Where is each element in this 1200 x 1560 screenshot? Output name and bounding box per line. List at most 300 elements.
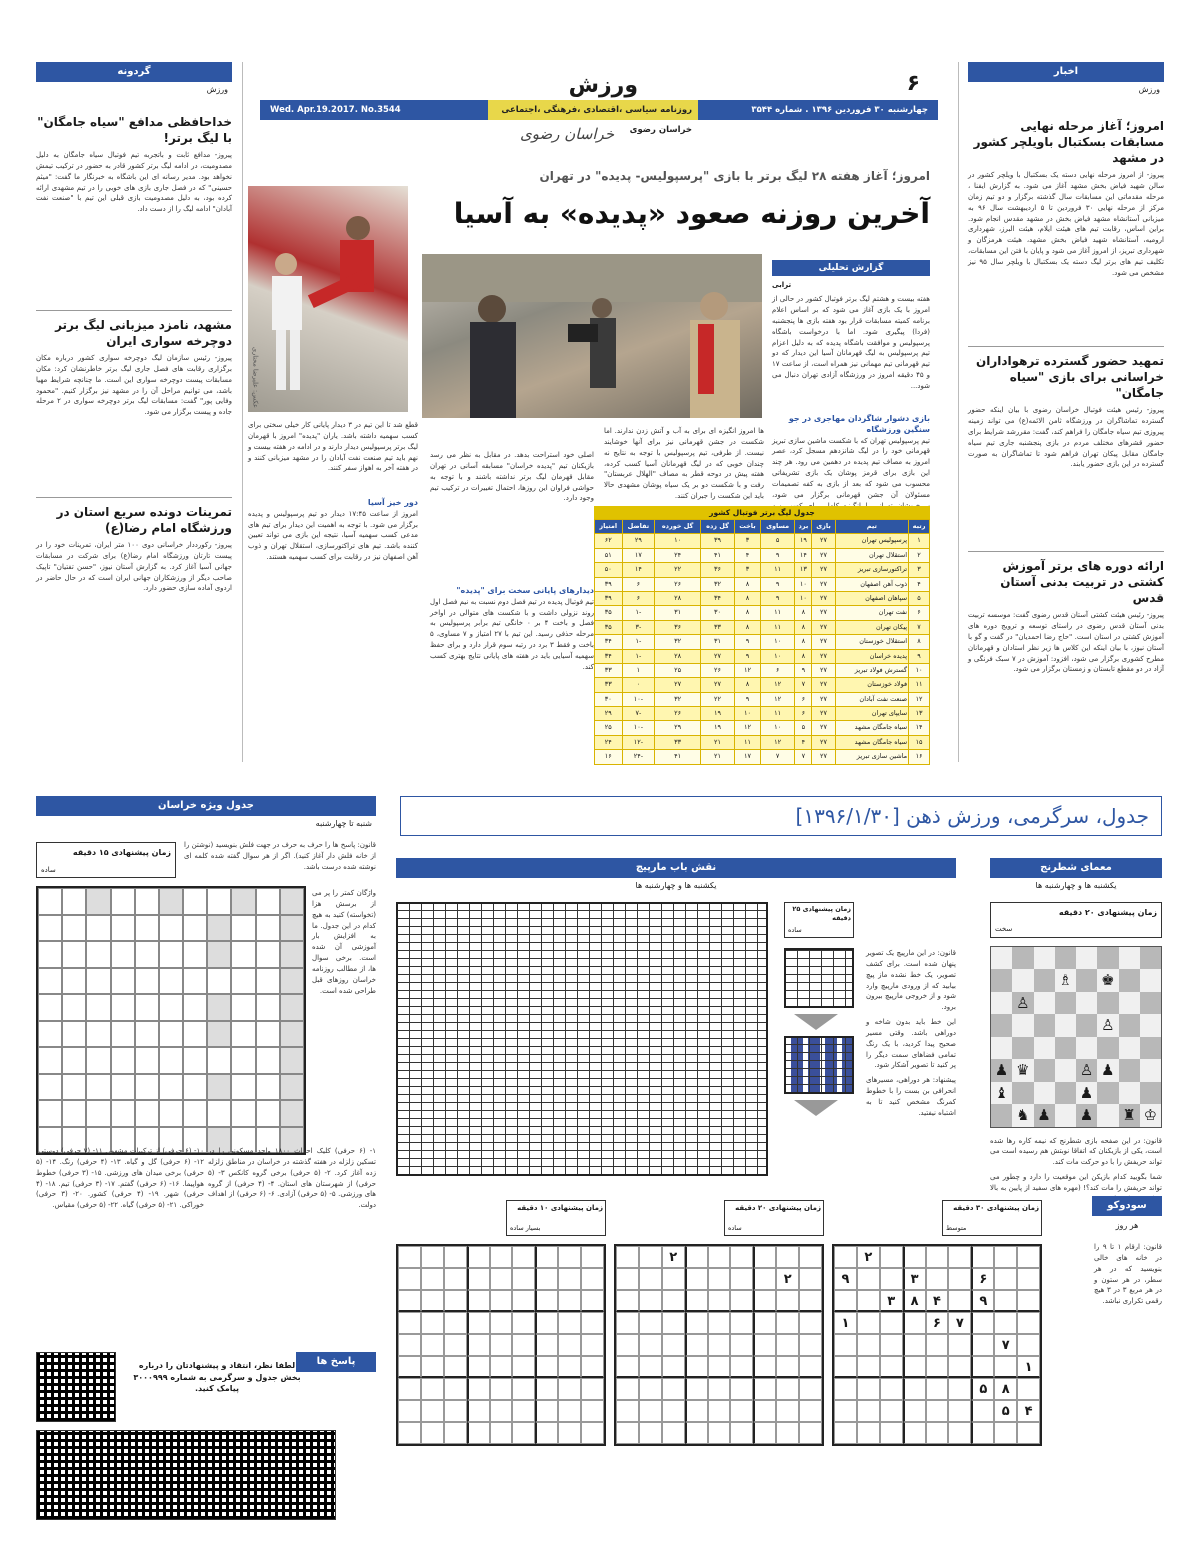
crossword-cell[interactable] — [86, 1021, 110, 1048]
crossword-cell[interactable] — [159, 1074, 183, 1101]
sudoku-cell[interactable] — [708, 1334, 731, 1356]
chess-square[interactable] — [1097, 1082, 1118, 1105]
crossword-cell[interactable] — [231, 888, 255, 915]
sudoku-cell[interactable] — [398, 1246, 421, 1268]
sudoku-cell[interactable] — [753, 1422, 776, 1444]
sudoku-cell[interactable] — [834, 1356, 857, 1378]
sudoku-cell[interactable] — [903, 1334, 926, 1356]
crossword-cell[interactable] — [183, 994, 207, 1021]
sudoku-cell[interactable] — [444, 1334, 467, 1356]
sudoku-cell[interactable] — [880, 1400, 903, 1422]
sudoku-cell[interactable] — [398, 1268, 421, 1290]
sudoku-cell[interactable] — [685, 1356, 708, 1378]
chess-square[interactable] — [1034, 1059, 1055, 1082]
crossword-cell[interactable] — [256, 968, 280, 995]
crossword-cell[interactable] — [135, 1074, 159, 1101]
sudoku-cell[interactable] — [616, 1290, 639, 1312]
chess-square[interactable] — [1119, 1014, 1140, 1037]
sudoku-cell[interactable] — [467, 1290, 490, 1312]
crossword-cell[interactable] — [86, 941, 110, 968]
crossword-cell[interactable] — [231, 1047, 255, 1074]
crossword-cell[interactable] — [38, 888, 62, 915]
sudoku-cell[interactable] — [753, 1312, 776, 1334]
chess-square[interactable] — [1034, 1037, 1055, 1060]
sudoku-cell[interactable] — [926, 1246, 949, 1268]
sudoku-cell[interactable] — [639, 1268, 662, 1290]
chess-square[interactable]: ♟ — [991, 1059, 1012, 1082]
sudoku-cell[interactable] — [512, 1334, 535, 1356]
crossword-cell[interactable] — [280, 941, 304, 968]
sudoku-cell[interactable] — [708, 1312, 731, 1334]
sudoku-cell[interactable] — [948, 1400, 971, 1422]
sudoku-cell[interactable] — [512, 1356, 535, 1378]
chess-square[interactable] — [1034, 992, 1055, 1015]
sudoku-cell[interactable] — [616, 1246, 639, 1268]
sudoku-cell[interactable] — [512, 1378, 535, 1400]
sudoku-cell[interactable] — [776, 1400, 799, 1422]
sudoku-cell[interactable] — [444, 1312, 467, 1334]
sudoku-cell[interactable] — [971, 1422, 994, 1444]
sudoku-cell[interactable]: ۴ — [926, 1290, 949, 1312]
chess-square[interactable]: ♟ — [1076, 1104, 1097, 1127]
crossword-cell[interactable] — [207, 915, 231, 942]
sudoku-cell[interactable] — [558, 1356, 581, 1378]
crossword-cell[interactable] — [62, 1100, 86, 1127]
sudoku-cell[interactable] — [834, 1422, 857, 1444]
sudoku-cell[interactable] — [799, 1268, 822, 1290]
crossword-cell[interactable] — [183, 915, 207, 942]
sudoku-cell[interactable] — [490, 1422, 513, 1444]
crossword-cell[interactable] — [159, 1100, 183, 1127]
crossword-cell[interactable] — [135, 1047, 159, 1074]
sudoku-cell[interactable] — [421, 1246, 444, 1268]
crossword-cell[interactable] — [280, 1021, 304, 1048]
news-headline[interactable]: خداحافظی مدافع "سیاه جامگان" با لیگ برتر! — [37, 114, 232, 145]
crossword-cell[interactable] — [62, 994, 86, 1021]
sudoku-cell[interactable]: ۱ — [1017, 1356, 1040, 1378]
crossword-cell[interactable] — [159, 994, 183, 1021]
sudoku-cell[interactable] — [857, 1378, 880, 1400]
sudoku-cell[interactable] — [558, 1290, 581, 1312]
sudoku-cell[interactable] — [558, 1246, 581, 1268]
sudoku-cell[interactable] — [444, 1356, 467, 1378]
chess-square[interactable] — [1076, 992, 1097, 1015]
crossword-cell[interactable] — [111, 994, 135, 1021]
crossword-cell[interactable] — [256, 888, 280, 915]
sudoku-cell[interactable] — [880, 1422, 903, 1444]
chess-square[interactable] — [1076, 1014, 1097, 1037]
sudoku-cell[interactable]: ۸ — [903, 1290, 926, 1312]
sudoku-cell[interactable] — [639, 1312, 662, 1334]
crossword-cell[interactable] — [280, 1047, 304, 1074]
crossword-cell[interactable] — [207, 994, 231, 1021]
sudoku-cell[interactable] — [421, 1334, 444, 1356]
sudoku-cell[interactable] — [398, 1378, 421, 1400]
sudoku-cell[interactable] — [799, 1356, 822, 1378]
sudoku-cell[interactable] — [799, 1290, 822, 1312]
sudoku-grid[interactable] — [396, 1244, 606, 1446]
crossword-cell[interactable] — [111, 888, 135, 915]
sudoku-cell[interactable] — [616, 1268, 639, 1290]
sudoku-cell[interactable] — [444, 1400, 467, 1422]
sudoku-cell[interactable]: ۹ — [971, 1290, 994, 1312]
sudoku-cell[interactable] — [708, 1422, 731, 1444]
sudoku-cell[interactable] — [616, 1400, 639, 1422]
crossword-cell[interactable] — [62, 1047, 86, 1074]
sudoku-cell[interactable] — [662, 1400, 685, 1422]
chess-square[interactable] — [1012, 1037, 1033, 1060]
sudoku-cell[interactable] — [490, 1356, 513, 1378]
crossword-cell[interactable] — [38, 1074, 62, 1101]
sudoku-cell[interactable]: ۵ — [971, 1378, 994, 1400]
sudoku-cell[interactable] — [467, 1268, 490, 1290]
news-headline[interactable]: تمهید حضور گسترده ترهواداران خراسانی برای بازی "سیاه جامگان" — [976, 353, 1164, 400]
sudoku-cell[interactable] — [1017, 1334, 1040, 1356]
sudoku-cell[interactable] — [535, 1334, 558, 1356]
sudoku-cell[interactable] — [490, 1400, 513, 1422]
sudoku-cell[interactable] — [490, 1246, 513, 1268]
sudoku-cell[interactable] — [558, 1268, 581, 1290]
crossword-cell[interactable] — [183, 1021, 207, 1048]
sudoku-cell[interactable] — [398, 1356, 421, 1378]
crossword-cell[interactable] — [256, 1100, 280, 1127]
sudoku-cell[interactable]: ۲ — [662, 1246, 685, 1268]
sudoku-cell[interactable] — [834, 1290, 857, 1312]
crossword-cell[interactable] — [231, 968, 255, 995]
chess-square[interactable] — [1012, 969, 1033, 992]
sudoku-cell[interactable] — [857, 1334, 880, 1356]
crossword-cell[interactable] — [207, 1100, 231, 1127]
chess-square[interactable]: ♚ — [1097, 969, 1118, 992]
sudoku-cell[interactable] — [948, 1378, 971, 1400]
crossword-cell[interactable] — [86, 968, 110, 995]
sudoku-cell[interactable] — [994, 1312, 1017, 1334]
sudoku-cell[interactable] — [730, 1312, 753, 1334]
chess-square[interactable]: ♞ — [1012, 1104, 1033, 1127]
chess-square[interactable] — [1012, 1014, 1033, 1037]
sudoku-cell[interactable] — [616, 1312, 639, 1334]
sudoku-cell[interactable] — [753, 1268, 776, 1290]
sudoku-cell[interactable] — [708, 1400, 731, 1422]
sudoku-cell[interactable] — [581, 1378, 604, 1400]
crossword-cell[interactable] — [159, 915, 183, 942]
sudoku-cell[interactable] — [776, 1422, 799, 1444]
crossword-grid[interactable] — [36, 886, 306, 1155]
sudoku-cell[interactable] — [512, 1268, 535, 1290]
sudoku-cell[interactable] — [558, 1312, 581, 1334]
sudoku-cell[interactable] — [1017, 1246, 1040, 1268]
chess-square[interactable] — [1055, 947, 1076, 970]
sudoku-cell[interactable]: ۹ — [834, 1268, 857, 1290]
sudoku-cell[interactable] — [730, 1400, 753, 1422]
sudoku-cell[interactable] — [639, 1378, 662, 1400]
chess-board[interactable] — [990, 946, 1162, 1128]
sudoku-cell[interactable] — [1017, 1312, 1040, 1334]
chess-square[interactable] — [1055, 1104, 1076, 1127]
sudoku-cell[interactable] — [994, 1422, 1017, 1444]
sudoku-cell[interactable] — [708, 1268, 731, 1290]
sudoku-cell[interactable] — [662, 1356, 685, 1378]
sudoku-cell[interactable] — [971, 1334, 994, 1356]
sudoku-cell[interactable] — [685, 1422, 708, 1444]
news-headline[interactable]: مشهد، نامزد میزبانی لیگ برتر دوچرخه سواری ایران — [55, 317, 232, 348]
crossword-cell[interactable] — [86, 915, 110, 942]
crossword-cell[interactable] — [38, 941, 62, 968]
sudoku-cell[interactable] — [926, 1268, 949, 1290]
sudoku-cell[interactable] — [799, 1246, 822, 1268]
sudoku-cell[interactable] — [490, 1312, 513, 1334]
sudoku-cell[interactable] — [662, 1312, 685, 1334]
sudoku-cell[interactable]: ۶ — [926, 1312, 949, 1334]
sudoku-cell[interactable] — [581, 1356, 604, 1378]
crossword-cell[interactable] — [256, 915, 280, 942]
sudoku-cell[interactable]: ۴ — [1017, 1400, 1040, 1422]
sudoku-cell[interactable] — [616, 1422, 639, 1444]
main-headline[interactable]: آخرین روزنه صعود «پدیده» به آسیا — [453, 197, 930, 230]
chess-square[interactable]: ♟ — [1034, 1104, 1055, 1127]
sudoku-cell[interactable] — [490, 1334, 513, 1356]
crossword-cell[interactable] — [207, 1047, 231, 1074]
chess-square[interactable] — [991, 1037, 1012, 1060]
sudoku-cell[interactable] — [948, 1356, 971, 1378]
sudoku-cell[interactable] — [490, 1378, 513, 1400]
sudoku-cell[interactable] — [512, 1246, 535, 1268]
sudoku-cell[interactable] — [616, 1378, 639, 1400]
chess-square[interactable] — [1119, 1037, 1140, 1060]
sudoku-cell[interactable] — [662, 1378, 685, 1400]
sudoku-cell[interactable] — [685, 1378, 708, 1400]
sudoku-cell[interactable] — [490, 1268, 513, 1290]
sudoku-cell[interactable] — [730, 1290, 753, 1312]
chess-square[interactable] — [1097, 947, 1118, 970]
sudoku-cell[interactable] — [708, 1246, 731, 1268]
sudoku-cell[interactable] — [903, 1356, 926, 1378]
sudoku-cell[interactable] — [581, 1246, 604, 1268]
sudoku-cell[interactable] — [926, 1378, 949, 1400]
chess-square[interactable] — [1055, 1059, 1076, 1082]
crossword-cell[interactable] — [159, 1021, 183, 1048]
sudoku-cell[interactable] — [639, 1246, 662, 1268]
crossword-cell[interactable] — [280, 1074, 304, 1101]
chess-square[interactable] — [1140, 992, 1161, 1015]
crossword-cell[interactable] — [62, 888, 86, 915]
sudoku-cell[interactable] — [639, 1356, 662, 1378]
crossword-cell[interactable] — [86, 1100, 110, 1127]
chess-square[interactable]: ♛ — [1012, 1059, 1033, 1082]
crossword-cell[interactable] — [62, 968, 86, 995]
sudoku-cell[interactable]: ۳ — [880, 1290, 903, 1312]
crossword-cell[interactable] — [135, 968, 159, 995]
sudoku-cell[interactable] — [903, 1400, 926, 1422]
sudoku-cell[interactable] — [799, 1312, 822, 1334]
chess-square[interactable] — [1034, 969, 1055, 992]
sudoku-cell[interactable]: ۸ — [994, 1378, 1017, 1400]
sudoku-cell[interactable] — [421, 1290, 444, 1312]
crossword-cell[interactable] — [111, 968, 135, 995]
crossword-cell[interactable] — [135, 941, 159, 968]
crossword-cell[interactable] — [135, 1021, 159, 1048]
sudoku-cell[interactable] — [512, 1312, 535, 1334]
crossword-cell[interactable] — [38, 1021, 62, 1048]
sudoku-cell[interactable] — [444, 1378, 467, 1400]
crossword-cell[interactable] — [62, 941, 86, 968]
crossword-cell[interactable] — [183, 1047, 207, 1074]
sudoku-cell[interactable] — [581, 1312, 604, 1334]
crossword-cell[interactable] — [38, 1100, 62, 1127]
crossword-cell[interactable] — [256, 1021, 280, 1048]
sudoku-cell[interactable] — [926, 1356, 949, 1378]
sudoku-cell[interactable] — [421, 1268, 444, 1290]
sudoku-cell[interactable] — [616, 1356, 639, 1378]
sudoku-cell[interactable]: ۲ — [857, 1246, 880, 1268]
crossword-cell[interactable] — [280, 1100, 304, 1127]
sudoku-cell[interactable] — [467, 1422, 490, 1444]
chess-square[interactable] — [1140, 1014, 1161, 1037]
sudoku-cell[interactable] — [535, 1268, 558, 1290]
crossword-cell[interactable] — [183, 1074, 207, 1101]
chess-square[interactable] — [1097, 1037, 1118, 1060]
chess-square[interactable] — [991, 1014, 1012, 1037]
sudoku-cell[interactable] — [730, 1378, 753, 1400]
sudoku-cell[interactable] — [834, 1378, 857, 1400]
chess-square[interactable] — [991, 969, 1012, 992]
chess-square[interactable] — [1097, 1104, 1118, 1127]
sudoku-cell[interactable] — [971, 1400, 994, 1422]
sudoku-cell[interactable] — [708, 1290, 731, 1312]
sudoku-cell[interactable] — [581, 1334, 604, 1356]
sudoku-cell[interactable] — [467, 1400, 490, 1422]
chess-square[interactable] — [1012, 947, 1033, 970]
crossword-cell[interactable] — [183, 941, 207, 968]
crossword-cell[interactable] — [207, 1074, 231, 1101]
crossword-cell[interactable] — [38, 915, 62, 942]
maze-grid[interactable] — [396, 902, 768, 1176]
sudoku-cell[interactable] — [616, 1334, 639, 1356]
chess-square[interactable] — [1119, 969, 1140, 992]
sudoku-cell[interactable] — [994, 1268, 1017, 1290]
chess-square[interactable]: ♙ — [1097, 1014, 1118, 1037]
sudoku-cell[interactable] — [639, 1422, 662, 1444]
sudoku-cell[interactable]: ۳ — [903, 1268, 926, 1290]
chess-square[interactable] — [1034, 1082, 1055, 1105]
chess-square[interactable] — [1076, 969, 1097, 992]
crossword-cell[interactable] — [231, 1021, 255, 1048]
sudoku-cell[interactable] — [971, 1312, 994, 1334]
sudoku-cell[interactable] — [581, 1422, 604, 1444]
sudoku-cell[interactable] — [880, 1312, 903, 1334]
sudoku-cell[interactable]: ۲ — [776, 1268, 799, 1290]
sudoku-cell[interactable] — [467, 1334, 490, 1356]
chess-square[interactable] — [1055, 992, 1076, 1015]
sudoku-cell[interactable] — [685, 1334, 708, 1356]
sudoku-cell[interactable] — [730, 1356, 753, 1378]
sudoku-cell[interactable] — [776, 1378, 799, 1400]
chess-square[interactable] — [1055, 1014, 1076, 1037]
chess-square[interactable] — [1140, 1037, 1161, 1060]
crossword-cell[interactable] — [231, 994, 255, 1021]
sudoku-cell[interactable] — [730, 1246, 753, 1268]
crossword-cell[interactable] — [256, 994, 280, 1021]
sudoku-cell[interactable]: ۵ — [994, 1400, 1017, 1422]
sudoku-grid[interactable] — [614, 1244, 824, 1446]
chess-square[interactable]: ♜ — [1119, 1104, 1140, 1127]
sudoku-cell[interactable] — [558, 1378, 581, 1400]
chess-square[interactable] — [1034, 947, 1055, 970]
sudoku-cell[interactable] — [880, 1356, 903, 1378]
chess-square[interactable]: ♝ — [991, 1082, 1012, 1105]
sudoku-cell[interactable] — [535, 1246, 558, 1268]
sudoku-cell[interactable] — [799, 1400, 822, 1422]
sudoku-cell[interactable] — [799, 1378, 822, 1400]
chess-square[interactable] — [1055, 1082, 1076, 1105]
sudoku-cell[interactable] — [398, 1334, 421, 1356]
sudoku-cell[interactable] — [834, 1246, 857, 1268]
crossword-cell[interactable] — [183, 888, 207, 915]
sudoku-cell[interactable] — [903, 1422, 926, 1444]
sudoku-cell[interactable] — [512, 1400, 535, 1422]
sudoku-cell[interactable] — [880, 1246, 903, 1268]
chess-square[interactable]: ♟ — [1097, 1059, 1118, 1082]
crossword-cell[interactable] — [38, 1047, 62, 1074]
crossword-cell[interactable] — [135, 888, 159, 915]
crossword-cell[interactable] — [280, 915, 304, 942]
chess-square[interactable]: ♗ — [1055, 969, 1076, 992]
sudoku-cell[interactable] — [753, 1290, 776, 1312]
sudoku-cell[interactable] — [685, 1268, 708, 1290]
sudoku-cell[interactable] — [444, 1290, 467, 1312]
sudoku-cell[interactable] — [444, 1246, 467, 1268]
sudoku-cell[interactable] — [444, 1268, 467, 1290]
crossword-cell[interactable] — [280, 994, 304, 1021]
sudoku-cell[interactable] — [857, 1312, 880, 1334]
sudoku-cell[interactable]: ۱ — [834, 1312, 857, 1334]
sudoku-cell[interactable] — [857, 1422, 880, 1444]
chess-square[interactable] — [1055, 1037, 1076, 1060]
sudoku-cell[interactable] — [708, 1378, 731, 1400]
chess-square[interactable] — [991, 947, 1012, 970]
chess-square[interactable]: ♙ — [1012, 992, 1033, 1015]
sudoku-cell[interactable] — [639, 1334, 662, 1356]
crossword-cell[interactable] — [231, 1074, 255, 1101]
chess-square[interactable] — [1097, 992, 1118, 1015]
crossword-cell[interactable] — [159, 968, 183, 995]
sudoku-cell[interactable] — [558, 1422, 581, 1444]
crossword-cell[interactable] — [62, 1074, 86, 1101]
sudoku-cell[interactable] — [467, 1356, 490, 1378]
sudoku-cell[interactable] — [857, 1268, 880, 1290]
sudoku-cell[interactable] — [994, 1290, 1017, 1312]
crossword-cell[interactable] — [256, 1074, 280, 1101]
news-headline[interactable]: ارائه دوره های برتر آموزش کشتی در تربیت بدنی آستان قدس — [1000, 558, 1164, 605]
sudoku-cell[interactable] — [880, 1378, 903, 1400]
sudoku-cell[interactable]: ۶ — [971, 1268, 994, 1290]
sudoku-cell[interactable] — [948, 1422, 971, 1444]
chess-square[interactable] — [1076, 1037, 1097, 1060]
sudoku-cell[interactable] — [398, 1312, 421, 1334]
sudoku-cell[interactable] — [799, 1422, 822, 1444]
chess-square[interactable] — [1012, 1082, 1033, 1105]
sudoku-cell[interactable] — [421, 1422, 444, 1444]
crossword-cell[interactable] — [111, 1021, 135, 1048]
sudoku-cell[interactable] — [639, 1400, 662, 1422]
sudoku-cell[interactable] — [948, 1290, 971, 1312]
sudoku-cell[interactable] — [730, 1422, 753, 1444]
sudoku-cell[interactable] — [398, 1422, 421, 1444]
crossword-cell[interactable] — [111, 1047, 135, 1074]
sudoku-cell[interactable] — [776, 1246, 799, 1268]
sudoku-cell[interactable] — [730, 1268, 753, 1290]
sudoku-cell[interactable] — [834, 1400, 857, 1422]
